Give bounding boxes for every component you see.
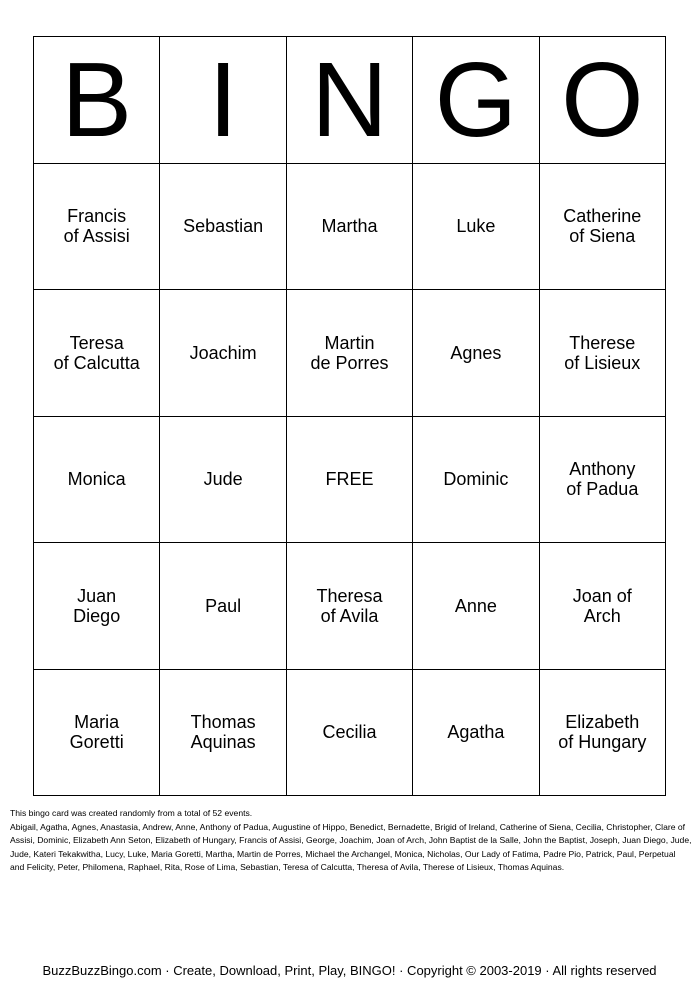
bingo-square: [413, 417, 539, 544]
square-label: Martha: [321, 216, 378, 237]
bingo-square: [34, 417, 160, 544]
description-events: Abigail, Agatha, Agnes, Anastasia, Andrew, Anne, Anthony of Padua, Augustine of Hippo, Benedict, Bernadette, Brigid of Ireland, Catherine of Siena, Cecilia, Christopher, Clare of Assisi, Dominic, Elizabeth Ann Seton, Elizabeth of Hungary, Francis of Assisi, George, Joachim, Joan of Arch, John Baptist de la Salle, John the Baptist, Joseph, Juan Diego, Jude, Jude, Kateri Tekakwitha, Lucy, Luke, Maria Goretti, Martha, Martin de Porres, Michael the Archangel, Monica, Nicholas, Our Lady of Fatima, Padre Pio, Patrick, Paul, Perpetual and Felicity, Peter, Philomena, Raphael, Rita, Rose of Lima, Sebastian, Teresa of Calcutta, Theresa of Avila, Therese of Lisieux, Thomas Aquinas.: [10, 821, 692, 872]
header-letter-n: N: [287, 37, 413, 164]
square-label: Luke: [456, 216, 496, 237]
bingo-square: [413, 164, 539, 291]
bingo-square: [413, 670, 539, 797]
square-label: Monica: [67, 469, 126, 490]
square-label: Joan of Arch: [572, 585, 632, 626]
square-label: Paul: [205, 595, 242, 616]
bingo-square: [540, 543, 666, 670]
header-letter-g: G: [413, 37, 539, 164]
bingo-square: [160, 417, 286, 544]
square-label: Teresa of Calcutta: [53, 332, 140, 373]
square-label: Juan Diego: [73, 585, 121, 626]
footer-copyright: BuzzBuzzBingo.com · Create, Download, Print, Play, BINGO! · Copyright © 2003-2019 · All rights reserved: [42, 963, 657, 978]
bingo-square: [160, 543, 286, 670]
bingo-square: [413, 290, 539, 417]
square-label: Agatha: [447, 722, 505, 743]
square-label: Joachim: [189, 342, 257, 363]
square-label: Jude: [203, 469, 243, 490]
bingo-square: [287, 164, 413, 291]
bingo-square: [287, 290, 413, 417]
square-label: Anne: [454, 595, 497, 616]
bingo-square: [540, 417, 666, 544]
bingo-square: [287, 543, 413, 670]
square-label: Anthony of Padua: [566, 459, 639, 500]
header-letter-i: I: [160, 37, 286, 164]
bingo-square: [34, 670, 160, 797]
square-label: FREE: [325, 469, 374, 490]
bingo-square: [160, 290, 286, 417]
square-label: Thomas Aquinas: [190, 712, 256, 753]
square-label: Dominic: [443, 469, 509, 490]
bingo-square: [540, 670, 666, 797]
square-label: Francis of Assisi: [63, 206, 130, 247]
square-label: Elizabeth of Hungary: [558, 712, 647, 753]
square-label: Sebastian: [183, 216, 264, 237]
bingo-square: [287, 670, 413, 797]
square-label: Martin de Porres: [310, 332, 389, 373]
square-label: Therese of Lisieux: [564, 332, 641, 373]
free-square: [287, 417, 413, 544]
header-letter-o: O: [540, 37, 666, 164]
header-letter-b: B: [34, 37, 160, 164]
square-label: Cecilia: [322, 722, 377, 743]
bingo-square: [413, 543, 539, 670]
bingo-square: [160, 670, 286, 797]
bingo-square: [540, 290, 666, 417]
description-intro: This bingo card was created randomly from a total of 52 events.: [10, 808, 253, 818]
bingo-card: [33, 36, 666, 796]
square-label: Catherine of Siena: [563, 206, 642, 247]
bingo-square: [34, 543, 160, 670]
bingo-square: [34, 290, 160, 417]
square-label: Theresa of Avila: [316, 585, 383, 626]
bingo-square: [540, 164, 666, 291]
bingo-square: [34, 164, 160, 291]
card-description: [10, 807, 692, 875]
bingo-square: [160, 164, 286, 291]
square-label: Agnes: [450, 342, 502, 363]
square-label: Maria Goretti: [69, 712, 124, 753]
